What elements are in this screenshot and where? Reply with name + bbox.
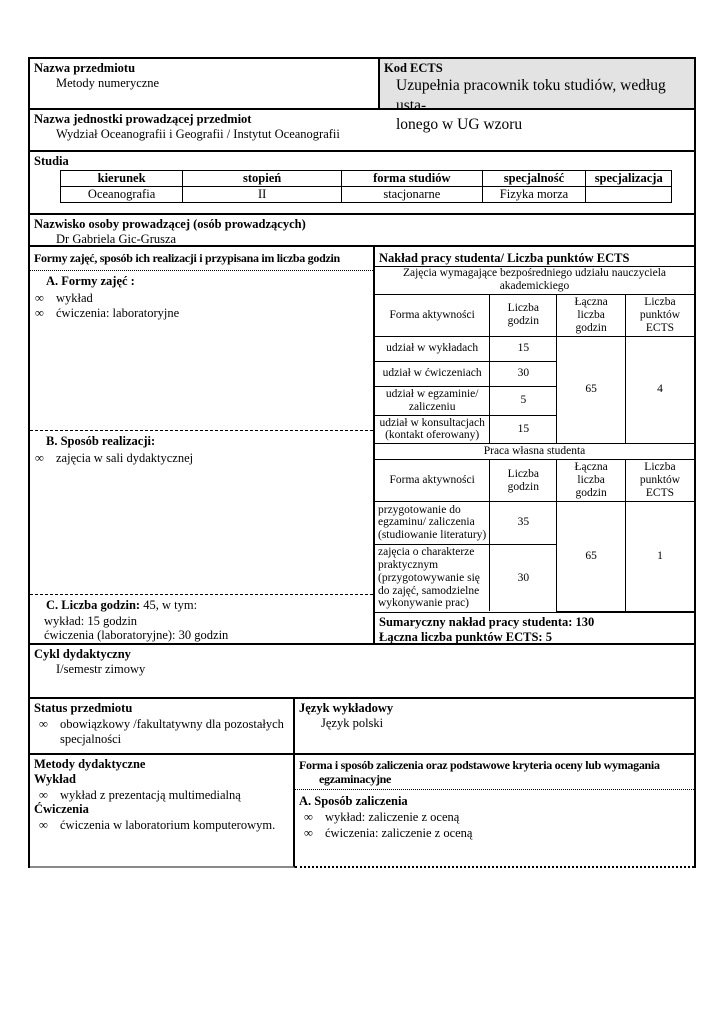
section2-ects: 1 xyxy=(625,501,694,611)
infinity-bullet-icon: ∞ xyxy=(304,809,313,824)
unit-label: Nazwa jednostki prowadzącej przedmiot xyxy=(34,112,252,126)
list-item xyxy=(34,717,289,747)
section2-total-hours: 65 xyxy=(557,501,626,611)
hours-cell: 5 xyxy=(490,386,557,415)
infinity-bullet-icon: ∞ xyxy=(39,818,48,832)
studia-label: Studia xyxy=(34,154,69,168)
hours-cell: 30 xyxy=(490,544,557,611)
hours-cell: 35 xyxy=(490,501,557,544)
workload-section2-title: Praca własna studenta xyxy=(375,444,694,460)
col-header-hours: Liczba godzin xyxy=(490,295,557,336)
list-item xyxy=(299,826,690,841)
hours-cell: 15 xyxy=(490,336,557,361)
section1-ects: 4 xyxy=(625,336,694,444)
status-item-1: obowiązkowy /fakultatywny dla pozostałych specjalności xyxy=(60,716,284,746)
section1-total-hours: 65 xyxy=(557,336,626,444)
forms-section-a xyxy=(30,271,373,431)
forms-column xyxy=(30,247,375,643)
workload-section1-title: Zajęcia wymagające bezpośredniego udziału nauczyciela akademickiego xyxy=(375,267,694,295)
forms-a-item-1: wykład xyxy=(56,290,93,305)
row-cycle xyxy=(30,645,694,699)
assessment-item-1: wykład: zaliczenie z oceną xyxy=(325,809,460,824)
workload-table xyxy=(375,295,694,612)
methods-label: Metody dydaktyczne xyxy=(34,757,146,771)
list-item xyxy=(30,306,373,321)
col-header-total-hours: Łączna liczba godzin xyxy=(557,295,626,336)
studia-table xyxy=(60,170,672,203)
summary-ects: Łączna liczba punktów ECTS: 5 xyxy=(379,629,552,644)
infinity-bullet-icon: ∞ xyxy=(35,450,44,465)
list-item xyxy=(30,451,373,466)
hours-cell: 30 xyxy=(490,361,557,386)
cycle-value: I/semestr zimowy xyxy=(56,661,146,676)
infinity-bullet-icon: ∞ xyxy=(35,290,44,305)
workload-header-row xyxy=(375,295,694,336)
assessment-body xyxy=(295,790,694,840)
language-value: Język polski xyxy=(321,715,384,730)
hours-cell: 15 xyxy=(490,415,557,444)
studia-data-row xyxy=(61,186,672,202)
activity-cell: udział w egzaminie/ zaliczeniu xyxy=(375,386,490,415)
workload-summary xyxy=(375,612,694,645)
forms-section-b xyxy=(30,431,373,595)
studia-header-row xyxy=(61,170,672,186)
studia-header-kierunek: kierunek xyxy=(61,170,183,186)
row-studia xyxy=(30,152,694,215)
col-header-ects: Liczba punktów ECTS xyxy=(625,295,694,336)
forms-c-line-1: wykład: 15 godzin xyxy=(44,613,138,628)
forms-a-title: A. Formy zajęć : xyxy=(46,273,135,288)
forms-b-item-1: zajęcia w sali dydaktycznej xyxy=(56,450,194,465)
forms-b-title: B. Sposób realizacji: xyxy=(46,433,156,448)
status-cell xyxy=(30,699,295,753)
methods-sub1-title: Wykład xyxy=(34,771,76,786)
lecturer-value: Dr Gabriela Gic-Grusza xyxy=(56,231,177,246)
methods-sub2-item-1: ćwiczenia w laboratorium komputerowym. xyxy=(60,818,276,832)
subject-value: Metody numeryczne xyxy=(56,75,160,90)
assessment-item-2: ćwiczenia: zaliczenie z oceną xyxy=(325,825,473,840)
studia-value-kierunek: Oceanografia xyxy=(61,186,183,202)
forms-a-item-2: ćwiczenia: laboratoryjne xyxy=(56,306,180,321)
unit-value: Wydział Oceanografii i Geografii / Instytut Oceanografii xyxy=(56,126,340,141)
summary-total: Sumaryczny nakład pracy studenta: 130 xyxy=(379,614,595,629)
col-header-ects: Liczba punktów ECTS xyxy=(625,460,694,502)
syllabus-document xyxy=(28,57,696,868)
studia-value-forma: stacjonarne xyxy=(342,186,483,202)
assessment-header-line2: egzaminacyjne xyxy=(319,772,392,787)
table-row xyxy=(375,336,694,361)
table-row xyxy=(375,501,694,544)
list-item xyxy=(299,810,690,825)
assessment-a-title: A. Sposób zaliczenia xyxy=(299,794,408,808)
assessment-header xyxy=(295,755,694,790)
activity-cell: udział w ćwiczeniach xyxy=(375,361,490,386)
forms-c-title-bold: C. Liczba godzin: xyxy=(46,597,141,612)
methods-sub2-title: Ćwiczenia xyxy=(34,802,89,817)
activity-cell: udział w wykładach xyxy=(375,336,490,361)
activity-cell: udział w konsultacjach (kontakt oferowany) xyxy=(375,415,490,444)
list-item xyxy=(34,818,289,833)
list-item xyxy=(34,788,289,803)
assessment-header-line1: Forma i sposób zaliczenia oraz podstawowe kryteria oceny lub wymagania xyxy=(299,758,660,772)
methods-sub1-item-1: wykład z prezentacją multimedialną xyxy=(60,787,241,802)
cycle-label: Cykl dydaktyczny xyxy=(34,647,131,661)
assessment-cell xyxy=(295,755,694,868)
studia-header-specjalizacja: specjalizacja xyxy=(586,170,672,186)
infinity-bullet-icon: ∞ xyxy=(35,306,44,321)
row-unit xyxy=(30,110,694,152)
col-header-hours: Liczba godzin xyxy=(490,460,557,502)
workload-header-row xyxy=(375,460,694,502)
forms-c-title xyxy=(30,595,373,614)
kod-ects-label: Kod ECTS xyxy=(384,61,443,75)
studia-header-forma: forma studiów xyxy=(342,170,483,186)
studia-header-specjalnosc: specjalność xyxy=(482,170,586,186)
status-label: Status przedmiotu xyxy=(34,701,133,715)
studia-header-stopien: stopień xyxy=(183,170,342,186)
infinity-bullet-icon: ∞ xyxy=(39,787,48,802)
forms-section-c xyxy=(30,595,373,643)
methods-cell xyxy=(30,755,295,868)
studia-value-specjalnosc: Fizyka morza xyxy=(482,186,586,202)
studia-value-stopien: II xyxy=(183,186,342,202)
col-header-activity: Forma aktywności xyxy=(375,295,490,336)
section2-title-row xyxy=(375,444,694,460)
workload-header: Nakład pracy studenta/ Liczba punktów ECTS xyxy=(375,247,694,267)
list-item xyxy=(30,291,373,306)
studia-value-specjalizacja xyxy=(586,186,672,202)
lecturer-label: Nazwisko osoby prowadzącej (osób prowadzących) xyxy=(34,217,306,231)
infinity-bullet-icon: ∞ xyxy=(304,825,313,840)
row-forms-workload xyxy=(30,247,694,645)
activity-cell: zajęcia o charakterze praktycznym (przygotowywanie się do zajęć, samodzielne wykonywanie prac) xyxy=(375,544,490,611)
forms-header: Formy zajęć, sposób ich realizacji i przypisana im liczba godzin xyxy=(30,247,373,271)
forms-c-line-2: ćwiczenia (laboratoryjne): 30 godzin xyxy=(44,628,229,643)
row-methods-assessment xyxy=(30,755,694,868)
kod-ects-cell xyxy=(380,59,694,134)
row-lecturer xyxy=(30,215,694,247)
col-header-activity: Forma aktywności xyxy=(375,460,490,502)
language-label: Język wykładowy xyxy=(299,701,394,715)
activity-cell: przygotowanie do egzaminu/ zaliczenia (studiowanie literatury) xyxy=(375,501,490,544)
infinity-bullet-icon: ∞ xyxy=(39,716,48,731)
subject-label: Nazwa przedmiotu xyxy=(34,61,136,75)
col-header-total-hours: Łączna liczba godzin xyxy=(557,460,626,502)
kod-ects-line2: lonego w UG wzoru xyxy=(396,116,523,134)
workload-column xyxy=(375,247,694,643)
kod-ects-line1: Uzupełnia pracownik toku studiów, według usta- xyxy=(396,76,666,114)
language-cell xyxy=(295,699,694,753)
subject-cell xyxy=(30,59,380,108)
forms-c-title-rest: 45, w tym: xyxy=(140,597,198,612)
row-status-language xyxy=(30,699,694,755)
